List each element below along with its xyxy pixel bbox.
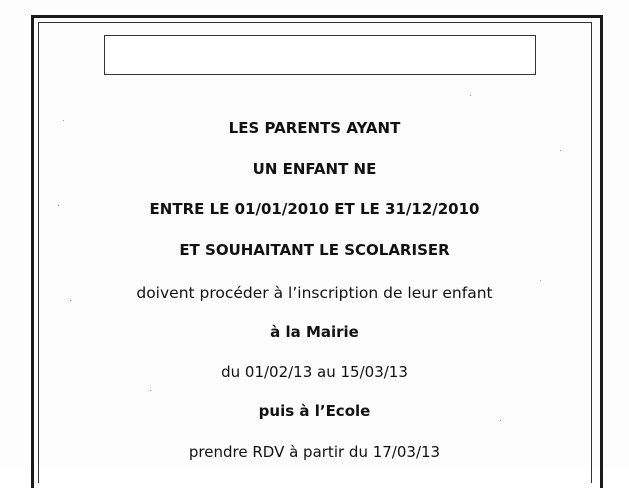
scan-speck: [63, 120, 64, 121]
notice-line-procedure: doivent procéder à l’inscription de leur enfant: [136, 284, 493, 302]
scan-speck: [70, 300, 71, 301]
notice-line-school: puis à l’Ecole: [258, 402, 371, 420]
scan-speck: [150, 390, 151, 391]
notice-line-town-hall-dates: du 01/02/13 au 15/03/13: [221, 363, 408, 381]
scan-speck: [470, 95, 471, 96]
notice-line-parents: LES PARENTS AYANT: [228, 119, 401, 137]
notice-line-date-range: ENTRE LE 01/01/2010 ET LE 31/12/2010: [149, 200, 480, 218]
notice-line-enroll-wish: ET SOUHAITANT LE SCOLARISER: [179, 241, 450, 259]
notice-line-appointment: prendre RDV à partir du 17/03/13: [188, 443, 441, 461]
scan-speck: [500, 420, 501, 421]
scan-speck: [58, 205, 59, 206]
notice-line-town-hall: à la Mairie: [270, 323, 359, 341]
scan-speck: [540, 280, 541, 281]
blank-header-box: [104, 35, 536, 75]
scan-speck: [560, 150, 561, 151]
notice-line-child-born: UN ENFANT NE: [252, 160, 377, 178]
